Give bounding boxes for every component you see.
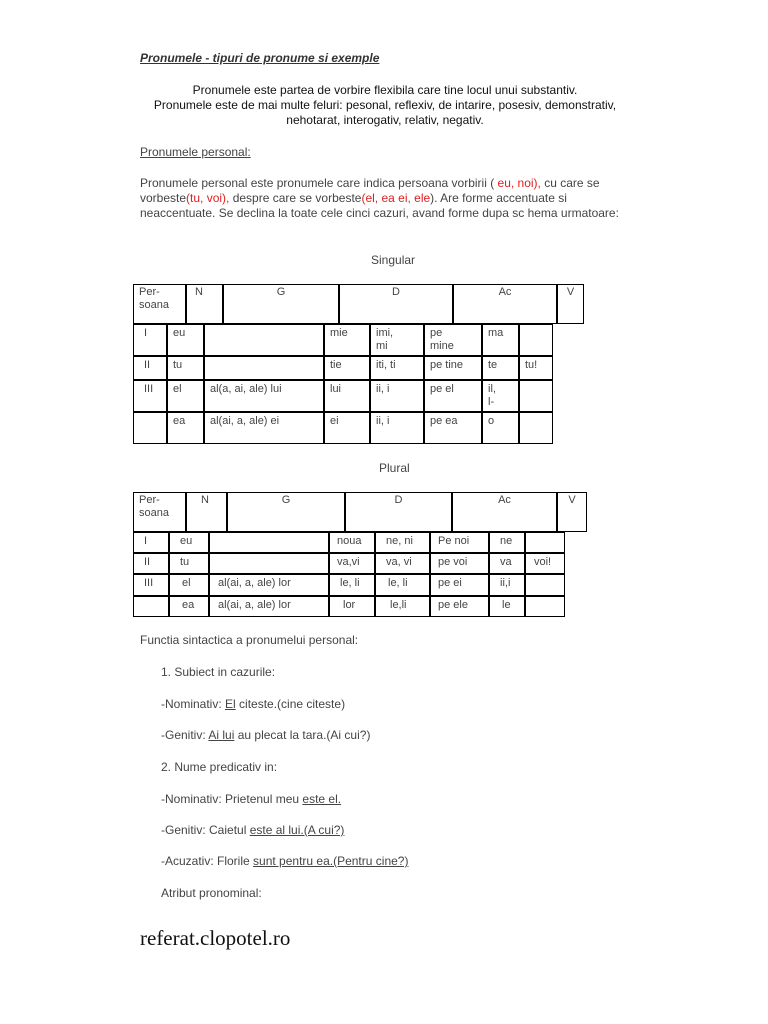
acuz-prefix: -Acuzativ: Florile <box>161 854 254 868</box>
para-part-1: Pronumele personal este pronumele care indica persoana vorbirii ( <box>140 176 498 190</box>
sing-r2-d2: iti, ti <box>370 356 424 380</box>
sing-r3-v <box>519 380 553 412</box>
plur-r3-ac2: ii,i <box>489 574 525 596</box>
plur-r1-g <box>209 532 329 553</box>
plur-r2-persoana: II <box>133 553 169 574</box>
sing-r3-d2: ii, i <box>370 380 424 412</box>
nom1-prefix: -Nominativ: <box>161 697 226 711</box>
functia-genitiv-1 <box>161 728 370 742</box>
gen2-underlined: este al lui.(A cui?) <box>249 823 345 837</box>
para-red-2: (tu, voi), <box>186 191 230 205</box>
sing-r1-ac1: pe mine <box>424 324 482 356</box>
plur-r2-d2: va, vi <box>375 553 430 574</box>
plur-header-g: G <box>227 492 345 532</box>
nom2-underlined: este el. <box>302 792 342 806</box>
functia-nominativ-1 <box>161 697 345 711</box>
sing-r2-v: tu! <box>519 356 553 380</box>
plur-r2-g <box>209 553 329 574</box>
sing-r4-persoana <box>133 412 167 444</box>
plur-r3-ac1: pe ei <box>430 574 489 596</box>
plur-r1-persoana: I <box>133 532 169 553</box>
sing-r4-ac1: pe ea <box>424 412 482 444</box>
plur-r2-d1: va,vi <box>329 553 375 574</box>
sing-r3-persoana: III <box>133 380 167 412</box>
sing-r4-g: al(ai, a, ale) ei <box>204 412 324 444</box>
sing-header-persoana: Per- soana <box>133 284 186 324</box>
sing-r3-n: el <box>167 380 204 412</box>
para-part-4: ). Are forme accentuate si neaccentuate. Se declina la toate cele cinci cazuri, avand forme dupa sc hema urmatoare: <box>140 191 619 220</box>
functia-atribut: Atribut pronominal: <box>161 886 262 900</box>
plur-r1-n: eu <box>169 532 209 553</box>
gen1-suffix: au plecat la tara.(Ai cui?) <box>234 728 371 742</box>
para-red-1: eu, noi), <box>497 176 541 190</box>
footer-watermark: referat.clopotel.ro <box>140 926 291 950</box>
sing-r1-d1: mie <box>324 324 370 356</box>
plur-r1-ac2: ne <box>489 532 525 553</box>
nom1-suffix: citeste.(cine citeste) <box>235 697 346 711</box>
sing-r1-v <box>519 324 553 356</box>
sing-header-g: G <box>223 284 339 324</box>
sing-r1-n: eu <box>167 324 204 356</box>
sing-r3-g: al(a, ai, ale) lui <box>204 380 324 412</box>
plur-r3-persoana: III <box>133 574 169 596</box>
gen2-prefix: -Genitiv: Caietul <box>161 823 250 837</box>
sing-r3-d1: lui <box>324 380 370 412</box>
plur-r4-g: al(ai, a, ale) lor <box>209 596 329 617</box>
para-part-2: cu care se vorbeste <box>140 176 600 205</box>
sing-r1-persoana: I <box>133 324 167 356</box>
sing-header-ac: Ac <box>453 284 557 324</box>
sing-r2-g <box>204 356 324 380</box>
plur-r2-ac1: pe voi <box>430 553 489 574</box>
sing-r1-d2: imi, mi <box>370 324 424 356</box>
nom1-underlined: El <box>225 697 236 711</box>
plur-r1-d2: ne, ni <box>375 532 430 553</box>
sing-r3-ac1: pe el <box>424 380 482 412</box>
plur-r2-ac2: va <box>489 553 525 574</box>
nom2-prefix: -Nominativ: Prietenul meu <box>161 792 303 806</box>
plur-r1-d1: noua <box>329 532 375 553</box>
sing-r4-ac2: o <box>482 412 519 444</box>
intro-line-3: nehotarat, interogativ, relativ, negativ. <box>286 113 484 127</box>
section-heading: Pronumele personal: <box>140 145 251 159</box>
plur-r2-v: voi! <box>525 553 565 574</box>
sing-header-v: V <box>557 284 584 324</box>
plur-r1-ac1: Pe noi <box>430 532 489 553</box>
sing-r3-ac2: il, l- <box>482 380 519 412</box>
plur-r4-ac2: le <box>489 596 525 617</box>
gen1-prefix: -Genitiv: <box>161 728 209 742</box>
sing-r2-d1: tie <box>324 356 370 380</box>
plur-header-d: D <box>345 492 452 532</box>
intro-line-2: Pronumele este de mai multe feluri: pesonal, reflexiv, de intarire, posesiv, demonstrativ, <box>153 98 617 112</box>
sing-r2-ac1: pe tine <box>424 356 482 380</box>
plur-r4-persoana <box>133 596 169 617</box>
plur-r2-n: tu <box>169 553 209 574</box>
plur-r3-d2: le, li <box>375 574 430 596</box>
gen1-underlined: Ai lui <box>208 728 235 742</box>
page-title: Pronumele - tipuri de pronume si exemple <box>140 51 380 65</box>
sing-r2-n: tu <box>167 356 204 380</box>
sing-r4-d1: ei <box>324 412 370 444</box>
plur-r4-d1: lor <box>329 596 375 617</box>
functia-item-2: 2. Nume predicativ in: <box>161 760 278 774</box>
plur-header-ac: Ac <box>452 492 557 532</box>
intro-line-1: Pronumele este partea de vorbire flexibila care tine locul unui substantiv. <box>192 83 578 97</box>
plur-r3-g: al(ai, a, ale) lor <box>209 574 329 596</box>
acuz-underlined: sunt pentru ea.(Pentru cine?) <box>253 854 409 868</box>
sing-header-d: D <box>339 284 453 324</box>
sing-r1-g <box>204 324 324 356</box>
plur-r1-v <box>525 532 565 553</box>
sing-r4-v <box>519 412 553 444</box>
para-red-3: (el, ea ei, ele <box>361 191 431 205</box>
singular-caption: Singular <box>371 253 416 267</box>
functia-item-1: 1. Subiect in cazurile: <box>161 665 276 679</box>
plur-r3-d1: le, li <box>329 574 375 596</box>
functia-heading: Functia sintactica a pronumelui personal: <box>140 633 359 647</box>
plur-header-v: V <box>557 492 587 532</box>
plur-r3-v <box>525 574 565 596</box>
plur-r4-n: ea <box>169 596 209 617</box>
sing-r4-n: ea <box>167 412 204 444</box>
intro-paragraph <box>140 83 630 128</box>
sing-r2-ac2: te <box>482 356 519 380</box>
sing-r4-d2: ii, i <box>370 412 424 444</box>
sing-header-n: N <box>186 284 223 324</box>
sing-r1-ac2: ma <box>482 324 519 356</box>
plural-caption: Plural <box>379 461 410 475</box>
sing-r2-persoana: II <box>133 356 167 380</box>
functia-acuzativ <box>161 854 408 868</box>
plur-header-persoana: Per- soana <box>133 492 186 532</box>
para-part-3: despre care se vorbeste <box>229 191 362 205</box>
plur-r4-ac1: pe ele <box>430 596 489 617</box>
plur-header-n: N <box>186 492 227 532</box>
definition-paragraph <box>140 176 640 221</box>
plur-r3-n: el <box>169 574 209 596</box>
plur-r4-d2: le,li <box>375 596 430 617</box>
functia-genitiv-2 <box>161 823 344 837</box>
functia-nominativ-2 <box>161 792 341 806</box>
plur-r4-v <box>525 596 565 617</box>
